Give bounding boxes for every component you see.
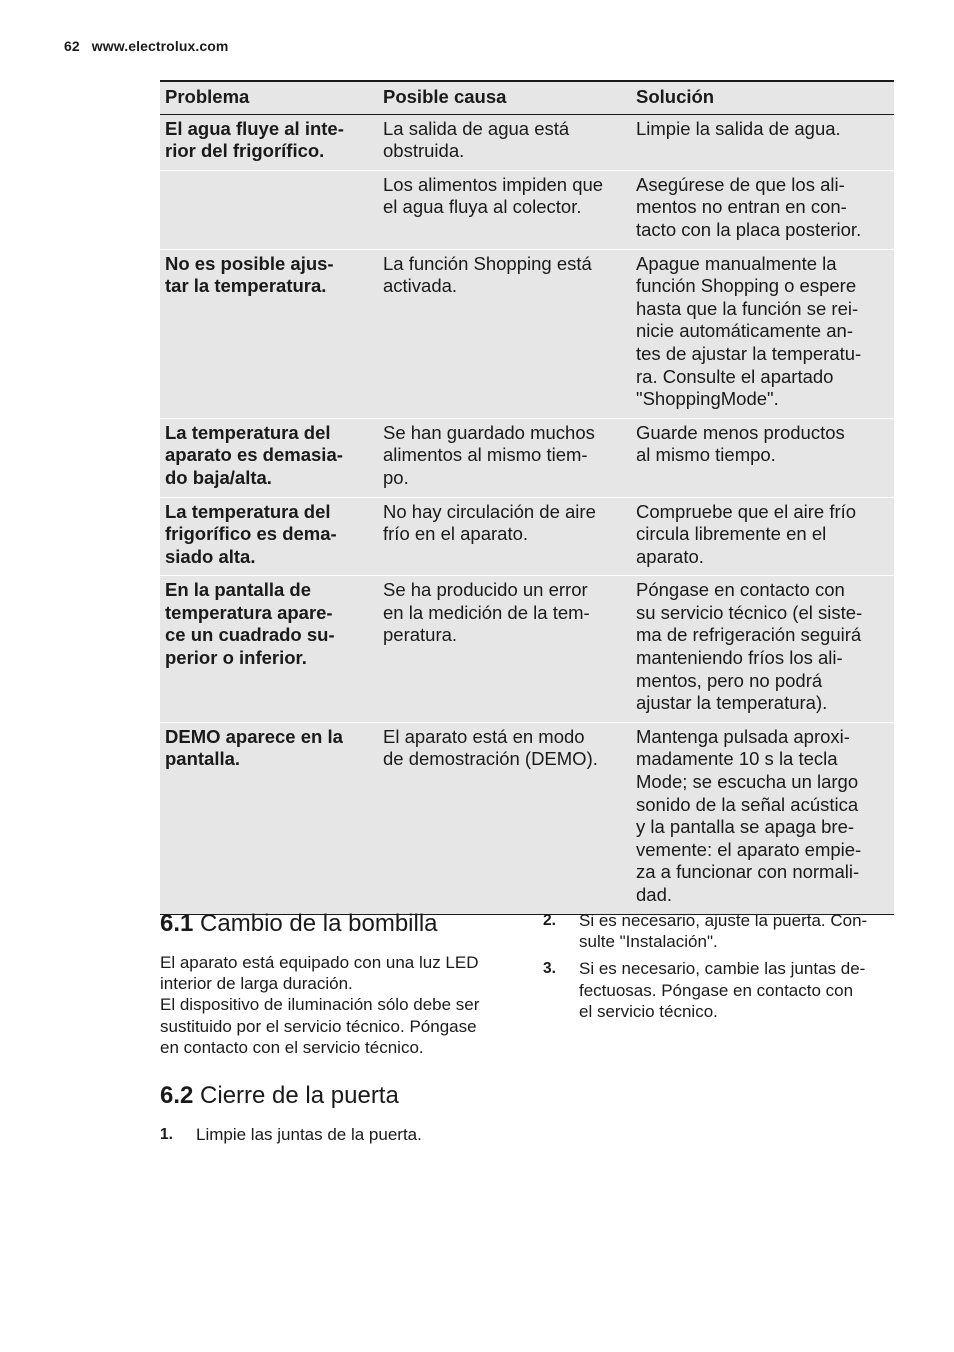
header-posible-causa: Posible causa <box>378 81 631 114</box>
table-row <box>160 497 894 576</box>
solution-cell: Apague manualmente la función Shopping o espere hasta que la función se rei- nicie automáticamente an- tes de ajustar la temperatu- ra. Consulte el apartado "ShoppingMode". <box>631 249 894 418</box>
website-url: www.electrolux.com <box>91 38 229 54</box>
problem-cell: No es posible ajus- tar la temperatura. <box>160 249 378 418</box>
page-header <box>64 38 228 54</box>
step-number: 2. <box>543 912 556 929</box>
cause-cell: El aparato está en modo de demostración (DEMO). <box>378 722 631 914</box>
solution-cell: Póngase en contacto con su servicio técnico (el siste- ma de refrigeración seguirá manteniendo fríos los ali- mentos, pero no podrá ajustar la temperatura). <box>631 576 894 723</box>
problem-cell: El agua fluye al inte- rior del frigorífico. <box>160 114 378 170</box>
section-6-2-title <box>160 1082 399 1110</box>
section-number: 6.1 <box>160 910 194 937</box>
steps-list-left <box>160 1124 520 1151</box>
table-row <box>160 576 894 723</box>
solution-cell: Mantenga pulsada aproxi- madamente 10 s la tecla Mode; se escucha un largo sonido de la señal acústica y la pantalla se apaga bre- vemente: el aparato empie- za a funcionar con normali- dad. <box>631 722 894 914</box>
problem-cell: En la pantalla de temperatura apare- ce un cuadrado su- perior o inferior. <box>160 576 378 723</box>
section-title-text: Cierre de la puerta <box>200 1082 399 1109</box>
problem-cell: DEMO aparece en la pantalla. <box>160 722 378 914</box>
solution-cell: Guarde menos productos al mismo tiempo. <box>631 418 894 497</box>
solution-cell: Compruebe que el aire frío circula libremente en el aparato. <box>631 497 894 576</box>
problem-cell <box>160 170 378 249</box>
cause-cell: No hay circulación de aire frío en el aparato. <box>378 497 631 576</box>
solution-cell: Asegúrese de que los ali- mentos no entran en con- tacto con la placa posterior. <box>631 170 894 249</box>
list-item <box>543 910 895 952</box>
cause-cell: La salida de agua está obstruida. <box>378 114 631 170</box>
solution-cell: Limpie la salida de agua. <box>631 114 894 170</box>
section-6-1-title <box>160 910 438 938</box>
table-row <box>160 418 894 497</box>
cause-cell: Se han guardado muchos alimentos al mismo tiem- po. <box>378 418 631 497</box>
section-title-text: Cambio de la bombilla <box>200 910 438 937</box>
step-number: 3. <box>543 960 556 978</box>
step-text: Si es necesario, ajuste la puerta. Con- sulte "Instalación". <box>579 911 868 952</box>
cause-cell: Se ha producido un error en la medición de la tem- peratura. <box>378 576 631 723</box>
page-number: 62 <box>64 38 80 54</box>
list-item <box>543 958 895 1022</box>
steps-list-right <box>543 910 895 1028</box>
header-problema: Problema <box>160 81 378 114</box>
table-header-row <box>160 81 894 114</box>
table-row <box>160 114 894 170</box>
cause-cell: La función Shopping está activada. <box>378 249 631 418</box>
problem-cell: La temperatura del frigorífico es dema- siado alta. <box>160 497 378 576</box>
cause-cell: Los alimentos impiden que el agua fluya al colector. <box>378 170 631 249</box>
list-item <box>160 1124 520 1145</box>
step-text: Si es necesario, cambie las juntas de- fectuosas. Póngase en contacto con el servicio técnico. <box>579 959 866 1021</box>
table-row <box>160 249 894 418</box>
section-6-1-paragraph: El aparato está equipado con una luz LED interior de larga duración. El dispositivo de iluminación sólo debe ser sustituido por el servicio técnico. Póngase en contacto con el servicio técnico. <box>160 953 480 1057</box>
table-row <box>160 722 894 914</box>
header-solucion: Solución <box>631 81 894 114</box>
step-number: 1. <box>160 1126 173 1143</box>
problem-cell: La temperatura del aparato es demasia- do baja/alta. <box>160 418 378 497</box>
troubleshooting-table <box>160 80 894 915</box>
section-number: 6.2 <box>160 1082 194 1109</box>
table-row <box>160 170 894 249</box>
step-text: Limpie las juntas de la puerta. <box>196 1125 422 1144</box>
